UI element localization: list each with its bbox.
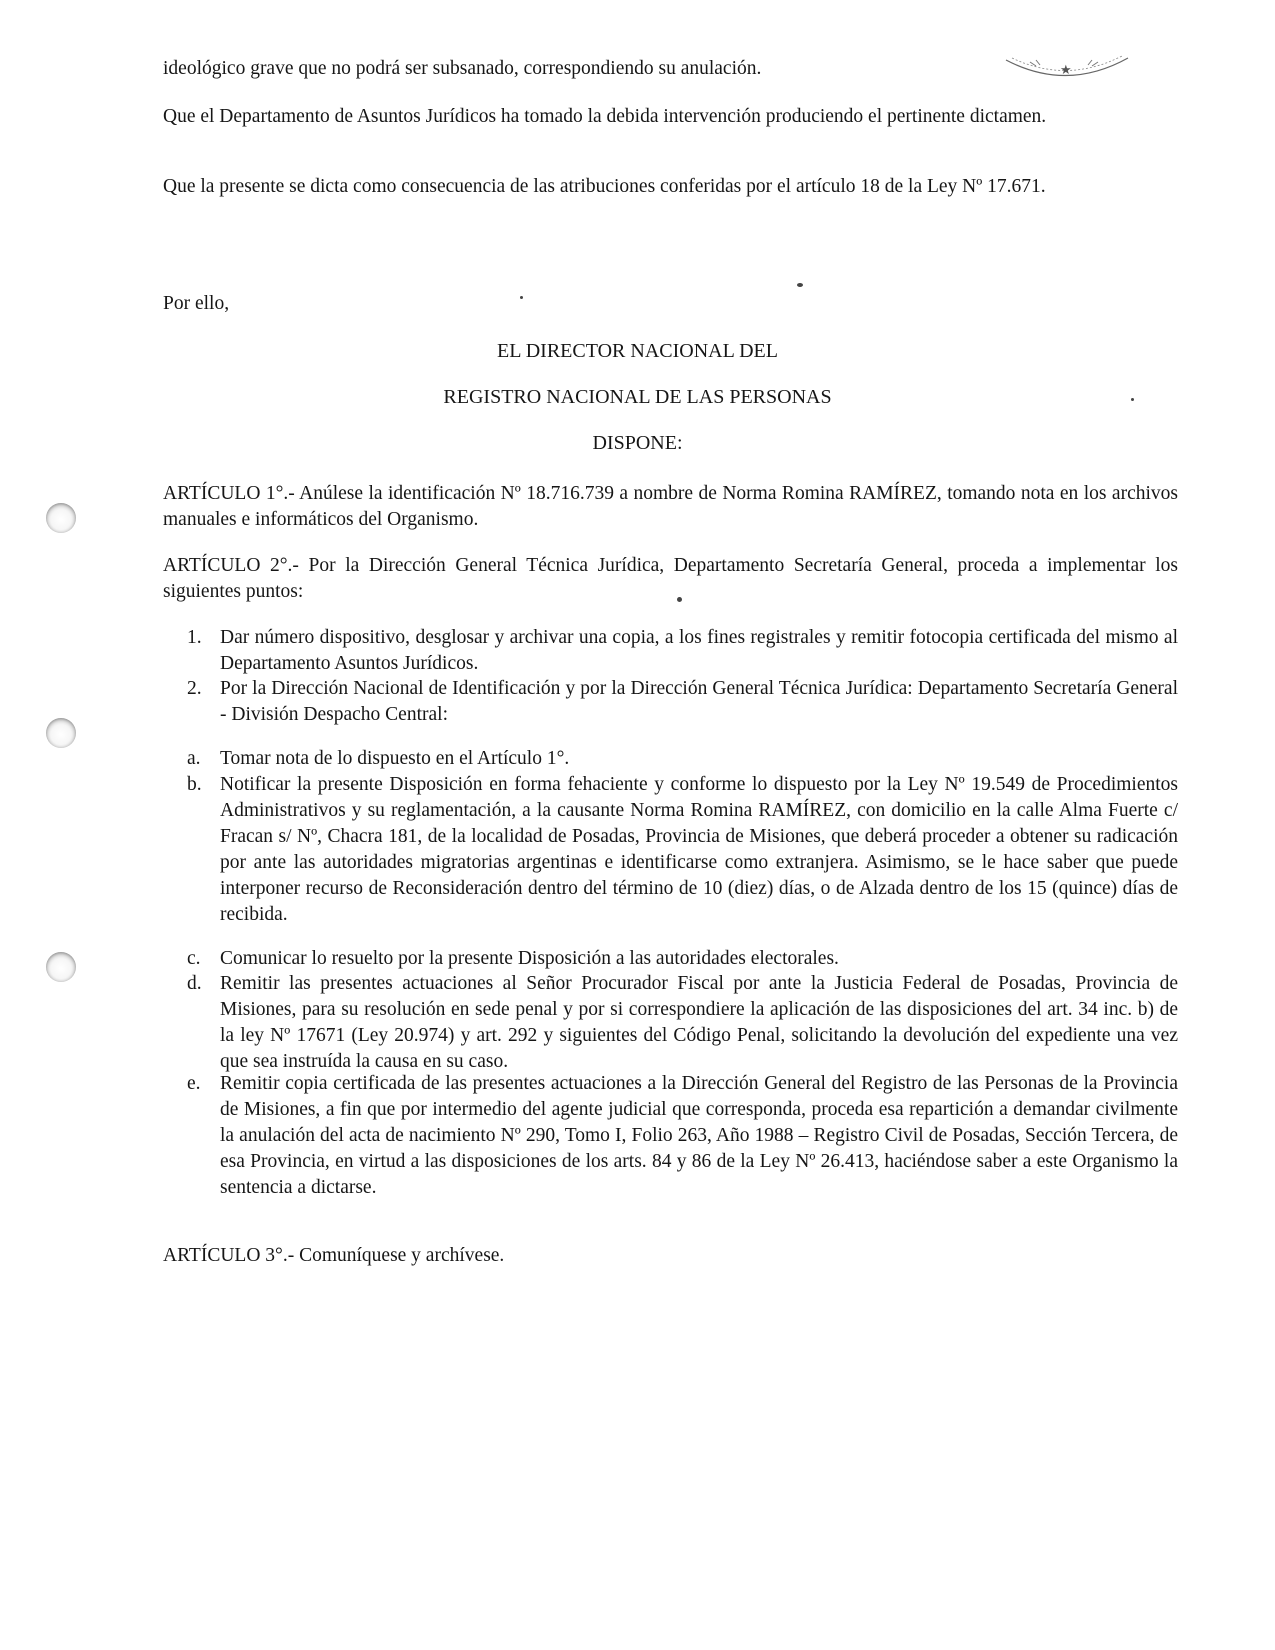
por-ello: Por ello,: [163, 293, 230, 314]
item-text: Comunicar lo resuelto por la presente Disposición a las autoridades electorales.: [220, 948, 839, 969]
item-text: Remitir copia certificada de las presentes actuaciones a la Dirección General del Registro de las Personas de la Provincia de Misiones, a fin que por intermedio del agente judicial que corresponda, proceda esa repartición a demandar civilmente la anulación del acta de nacimiento Nº 290, Tomo I, Folio 263, Año 1988 – Registro Civil de Posadas, Sección Tercera, de esa Provincia, en virtud a las disposiciones de los arts. 84 y 86 de la Ley Nº 26.413, haciéndose saber a este Organismo la sentencia a dictarse.: [220, 1073, 1178, 1198]
punch-hole-bottom: [46, 952, 76, 982]
item-text: Tomar nota de lo dispuesto en el Artículo 1°.: [220, 748, 570, 769]
heading-line-1: EL DIRECTOR NACIONAL DEL: [497, 340, 778, 362]
item-text: Dar número dispositivo, desglosar y archivar una copia, a los fines registrales y remitir fotocopia certificada del mismo al Departamento Asuntos Jurídicos.: [220, 627, 1178, 674]
item-marker: c.: [187, 948, 201, 969]
lettered-item-c: [163, 946, 1178, 972]
item-marker: b.: [187, 774, 202, 795]
item-marker: 2.: [187, 678, 202, 699]
heading-dispone: DISPONE:: [592, 432, 683, 454]
svg-text:★: ★: [1060, 63, 1072, 78]
item-marker: a.: [187, 748, 201, 769]
numbered-item-2: [163, 676, 1178, 728]
item-text: Por la Dirección Nacional de Identificación y por la Dirección General Técnica Jurídica: Departamento Secretaría General - División Despacho Central:: [220, 678, 1178, 725]
articulo-2: ARTÍCULO 2°.- Por la Dirección General Técnica Jurídica, Departamento Secretaría General, proceda a implementar los siguientes puntos:: [163, 555, 1178, 602]
punch-hole-middle: [46, 718, 76, 748]
item-text: Notificar la presente Disposición en forma fehaciente y conforme lo dispuesto por la Ley Nº 19.549 de Procedimientos Administrativos y su reglamentación, a la causante Norma Romina RAMÍREZ, con domicilio en la calle Alma Fuerte c/ Fracan s/ Nº, Chacra 181, de la localidad de Posadas, Provincia de Misiones, que deberá proceder a obtener su radicación por ante las autoridades migratorias argentinas e identificarse como extranjera. Asimismo, se le hace saber que puede interponer recurso de Reconsideración dentro del término de 10 (diez) días, o de Alzada dentro de los 15 (quince) días de recibida.: [220, 774, 1178, 925]
articulo-1: ARTÍCULO 1°.- Anúlese la identificación Nº 18.716.739 a nombre de Norma Romina RAMÍREZ, tomando nota en los archivos manuales e informáticos del Organismo.: [163, 483, 1178, 530]
intro-paragraph-1: ideológico grave que no podrá ser subsanado, correspondiendo su anulación.: [163, 58, 762, 79]
item-text: Remitir las presentes actuaciones al Señor Procurador Fiscal por ante la Justicia Federal de Posadas, Provincia de Misiones, para su resolución en sede penal y por si correspondiere la aplicación de las disposiciones del art. 34 inc. b) de la ley Nº 17671 (Ley 20.974) y art. 292 y siguientes del Código Penal, solicitando la devolución del expediente una vez que sea instruída la causa en su caso.: [220, 973, 1178, 1072]
intro-paragraph-3: Que la presente se dicta como consecuencia de las atribuciones conferidas por el artículo 18 de la Ley Nº 17.671.: [163, 176, 1046, 197]
lettered-item-e: [163, 1071, 1178, 1201]
item-marker: e.: [187, 1073, 201, 1094]
numbered-item-1: [163, 625, 1178, 677]
intro-paragraph-2: Que el Departamento de Asuntos Jurídicos ha tomado la debida intervención produciendo el pertinente dictamen.: [163, 106, 1047, 127]
item-marker: d.: [187, 973, 202, 994]
scan-speck: [797, 283, 803, 287]
articulo-3: ARTÍCULO 3°.- Comuníquese y archívese.: [163, 1245, 505, 1266]
lettered-item-a: [163, 746, 1178, 772]
lettered-item-b: [163, 772, 1178, 928]
item-marker: 1.: [187, 627, 202, 648]
lettered-item-d: [163, 971, 1178, 1075]
heading-line-2: REGISTRO NACIONAL DE LAS PERSONAS: [443, 386, 832, 408]
punch-hole-top: [46, 503, 76, 533]
